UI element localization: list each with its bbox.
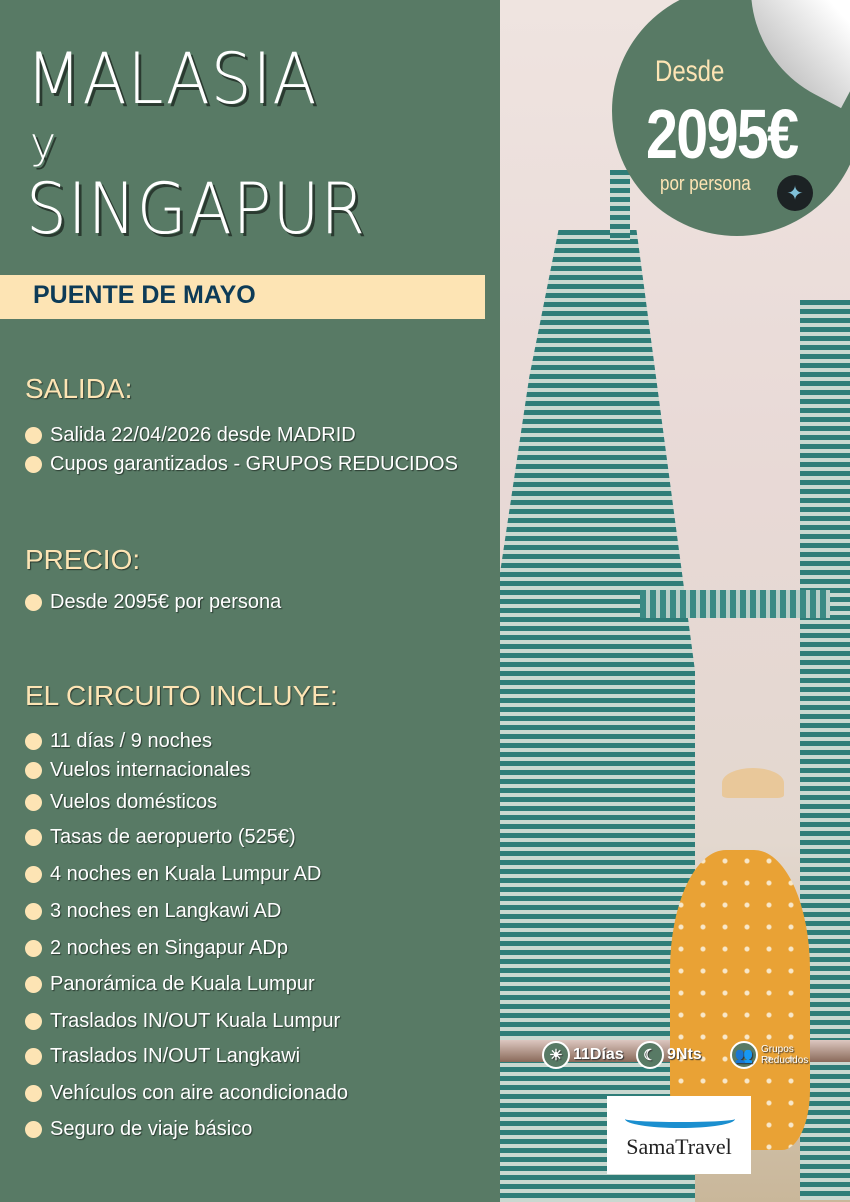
list-item <box>25 1010 340 1033</box>
bullet-icon <box>25 1121 42 1138</box>
price-per: por persona <box>660 173 751 195</box>
list-item <box>25 973 315 996</box>
group-icon: 👥 <box>730 1041 758 1069</box>
section-heading: SALIDA: <box>25 373 133 404</box>
list-item <box>25 759 251 782</box>
moon-icon: ☾ <box>636 1041 664 1069</box>
list-item <box>25 1045 300 1068</box>
bullet-icon <box>25 829 42 846</box>
list-item <box>25 1118 252 1141</box>
samatravel-logo: SamaTravel <box>607 1096 751 1174</box>
list-item-text: 2 noches en Singapur ADp <box>50 937 288 959</box>
title-line-3: SINGAPUR <box>26 168 367 250</box>
banner <box>0 275 485 319</box>
list-item-text: Salida 22/04/2026 desde MADRID <box>50 424 356 446</box>
price-value: 2095€ <box>646 95 798 173</box>
bullet-icon <box>25 1048 42 1065</box>
list-item-text: Desde 2095€ por persona <box>50 591 282 613</box>
list-item-text: Panorámica de Kuala Lumpur <box>50 973 315 995</box>
bullet-icon <box>25 456 42 473</box>
bullet-icon <box>25 762 42 779</box>
bullet-icon <box>25 976 42 993</box>
bullet-icon <box>25 1085 42 1102</box>
list-item-text: Vuelos internacionales <box>50 759 251 781</box>
sparkle-icon: ✦ <box>777 175 813 211</box>
list-item <box>25 826 296 849</box>
bullet-icon <box>25 594 42 611</box>
list-item <box>25 863 321 886</box>
list-item-text: 4 noches en Kuala Lumpur AD <box>50 863 322 885</box>
skybridge <box>640 590 830 618</box>
bullet-icon <box>25 903 42 920</box>
list-item-text: Tasas de aeropuerto (525€) <box>50 826 296 848</box>
bullet-icon <box>25 940 42 957</box>
bullet-icon <box>25 427 42 444</box>
list-item-text: Vuelos domésticos <box>50 791 218 813</box>
bullet-icon <box>25 794 42 811</box>
title-line-1: MALASIA <box>26 38 318 120</box>
list-item <box>25 900 281 923</box>
list-item <box>25 591 281 614</box>
tower-spire <box>610 170 630 240</box>
list-item <box>25 1082 348 1105</box>
list-item-text: 11 días / 9 noches <box>50 730 212 752</box>
list-item-text: Cupos garantizados - GRUPOS REDUCIDOS <box>50 453 458 475</box>
list-item-text: Seguro de viaje básico <box>50 1118 253 1140</box>
list-item-text: Vehículos con aire acondicionado <box>50 1082 348 1104</box>
price-from: Desde <box>655 55 725 88</box>
list-item <box>25 424 356 447</box>
feature-nights: ☾ 9Nts <box>636 1041 702 1069</box>
sun-icon: ☀ <box>542 1041 570 1069</box>
sun-hat <box>722 768 784 798</box>
bullet-icon <box>25 733 42 750</box>
list-item <box>25 791 217 814</box>
section-heading: EL CIRCUITO INCLUYE: <box>25 680 338 711</box>
list-item-text: Traslados IN/OUT Kuala Lumpur <box>50 1010 341 1032</box>
list-item-text: Traslados IN/OUT Langkawi <box>50 1045 301 1067</box>
title-line-2: y <box>30 118 58 169</box>
bullet-icon <box>25 1013 42 1030</box>
feature-days: ☀ 11Días <box>542 1041 624 1069</box>
list-item <box>25 937 288 960</box>
feature-groups: 👥 Grupos Reducidos <box>730 1041 808 1069</box>
list-item-text: 3 noches en Langkawi AD <box>50 900 282 922</box>
section-heading: PRECIO: <box>25 544 141 575</box>
bullet-icon <box>25 866 42 883</box>
list-item <box>25 453 458 476</box>
list-item <box>25 730 212 753</box>
banner-text: PUENTE DE MAYO <box>33 281 256 309</box>
